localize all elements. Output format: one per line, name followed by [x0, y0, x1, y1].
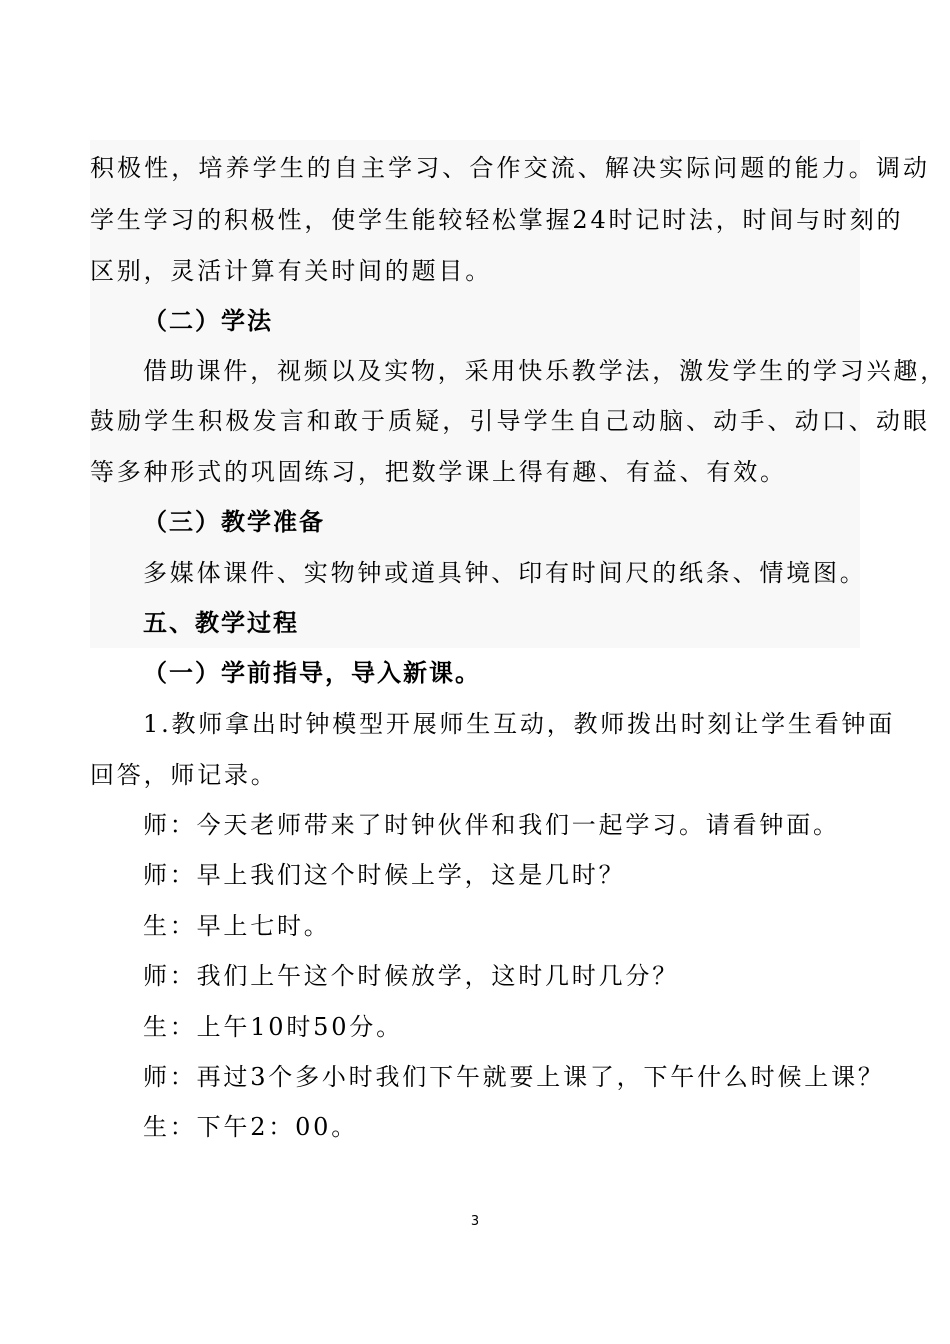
- paragraph-line: 1.教师拿出时钟模型开展师生互动，教师拨出时刻让学生看钟面: [143, 710, 896, 738]
- paragraph-line: 积极性，培养学生的自主学习、合作交流、解决实际问题的能力。调动: [90, 154, 931, 182]
- dialogue-line: 师：再过3个多小时我们下午就要上课了，下午什么时候上课？: [143, 1063, 885, 1091]
- dialogue-line: 师：我们上午这个时候放学，这时几时几分？: [143, 962, 679, 990]
- dialogue-line: 生：下午2：00。: [143, 1113, 359, 1141]
- section-heading: （二）学法: [143, 307, 273, 335]
- paragraph-line: 鼓励学生积极发言和敢于质疑，引导学生自己动脑、动手、动口、动眼: [90, 407, 931, 435]
- dialogue-line: 师：今天老师带来了时钟伙伴和我们一起学习。请看钟面。: [143, 811, 840, 839]
- section-heading: （一）学前指导，导入新课。: [143, 659, 481, 687]
- section-heading: （三）教学准备: [143, 508, 325, 536]
- paragraph-line: 等多种形式的巩固练习，把数学课上得有趣、有益、有效。: [90, 458, 787, 486]
- paragraph-line: 借助课件，视频以及实物，采用快乐教学法，激发学生的学习兴趣，: [143, 357, 947, 385]
- paragraph-line: 学生学习的积极性，使学生能较轻松掌握24时记时法，时间与时刻的: [90, 206, 904, 234]
- paragraph-line: 区别，灵活计算有关时间的题目。: [90, 257, 492, 285]
- page-number: 3: [470, 1214, 480, 1229]
- paragraph-line: 多媒体课件、实物钟或道具钟、印有时间尺的纸条、情境图。: [143, 559, 867, 587]
- dialogue-line: 师：早上我们这个时候上学，这是几时？: [143, 861, 626, 889]
- dialogue-line: 生：上午10时50分。: [143, 1013, 403, 1041]
- section-heading: 五、教学过程: [143, 609, 299, 637]
- dialogue-line: 生：早上七时。: [143, 912, 331, 940]
- paragraph-line: 回答，师记录。: [90, 761, 278, 789]
